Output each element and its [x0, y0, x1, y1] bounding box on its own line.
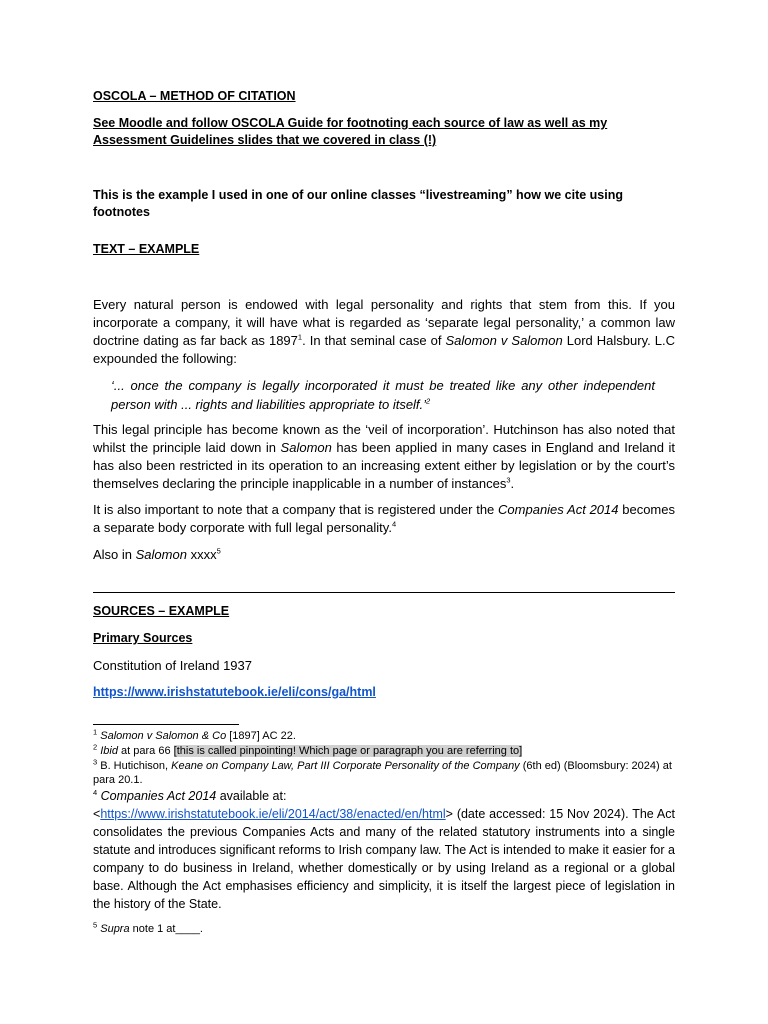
- footnote-4: $^4$ Companies Act 2014 available at: <https://www.irishstatutebook.ie/eli/2014/act/38/enacted/en/html> (date accessed: 15 Nov 2024). The Act consolidates the previous Companies Acts and many of the related statutory instruments into a single statute and introduces significant reforms to Irish company law. The Act is intended to make it easier for a company to do business in Ireland, whether domestically or by using Ireland as a regional or a global base. Although the Act emphasises efficiency and simplicity, it is itself the largest piece of legislation in the history of the State.: [93, 787, 675, 911]
- primary-sources-heading: Primary Sources: [93, 631, 193, 645]
- footnote-3: $^3$ B. Hutichison, Keane on Company Law, Part III Corporate Personality of the Company (6th ed) (Bloomsbury: 2024) at para 20.1.: [93, 757, 672, 786]
- footnote-2: $^2$ Ibid at para 66 [this is called pinpointing! Which page or paragraph you are referring to]: [93, 742, 523, 757]
- footnote-ref-1[interactable]: 1: [297, 332, 303, 342]
- pinpointing-highlight: [this is called pinpointing! Which page or paragraph you are referring to]: [173, 745, 523, 757]
- citation-heading: OSCOLA – METHOD OF CITATION: [93, 89, 296, 103]
- footnote-ref-3[interactable]: 3: [506, 475, 511, 485]
- footnote-ref-5[interactable]: 5: [216, 546, 221, 556]
- case-name: Salomon v Salomon: [445, 333, 563, 348]
- constitution-source: Constitution of Ireland 1937: [93, 658, 252, 673]
- block-quote: ‘... once the company is legally incorporated it must be treated like any other independent person with ... rights and liabilities appropriate to itself.’$^2$: [111, 378, 655, 412]
- paragraph-2: This legal principle has become known as the ‘veil of incorporation’. Hutchinson has also noted that whilst the principle laid down in Salomon has been applied in many cases in England and Ireland it has also been restricted in its operation to an increasing extent either by legislation or by the court’s themselves declaring the principle inapplicable in a number of instances$^3$.: [93, 422, 675, 491]
- intro-note: This is the example I used in one of our online classes “livestreaming” how we cite using footnotes: [93, 188, 623, 219]
- footnote-5: $^5$ Supra note 1 at____.: [93, 920, 203, 935]
- paragraph-1: Every natural person is endowed with legal personality and rights that stem from this. If you incorporate a company, it will have what is regarded as ‘separate legal personality,’ a common law doctrine dating as far back as 1897$^1$. In that seminal case of Salomon v Salomon Lord Halsbury. L.C expounded the following:: [93, 297, 675, 366]
- footnote-ref-2[interactable]: 2: [426, 396, 431, 406]
- instruction-text: See Moodle and follow OSCOLA Guide for footnoting each source of law as well as my Assessment Guidelines slides that we covered in class (!): [93, 116, 608, 147]
- sources-heading: SOURCES – EXAMPLE: [93, 604, 230, 618]
- act-name: Companies Act 2014: [498, 502, 619, 517]
- section-divider: [93, 592, 675, 593]
- paragraph-3: It is also important to note that a company that is registered under the Companies Act 2014 becomes a separate body corporate with full legal personality.$^4$: [93, 502, 675, 535]
- footnote-1: $^1$ Salomon v Salomon & Co [1897] AC 22.: [93, 727, 296, 742]
- constitution-link[interactable]: https://www.irishstatutebook.ie/eli/cons/ga/html: [93, 685, 376, 699]
- paragraph-4: Also in Salomon xxxx$^5$: [93, 546, 221, 562]
- companies-act-link[interactable]: https://www.irishstatutebook.ie/eli/2014/act/38/enacted/en/html: [100, 807, 446, 821]
- footnote-separator: [93, 724, 239, 725]
- footnote-ref-4[interactable]: 4: [391, 519, 397, 529]
- text-example-heading: TEXT – EXAMPLE: [93, 242, 200, 256]
